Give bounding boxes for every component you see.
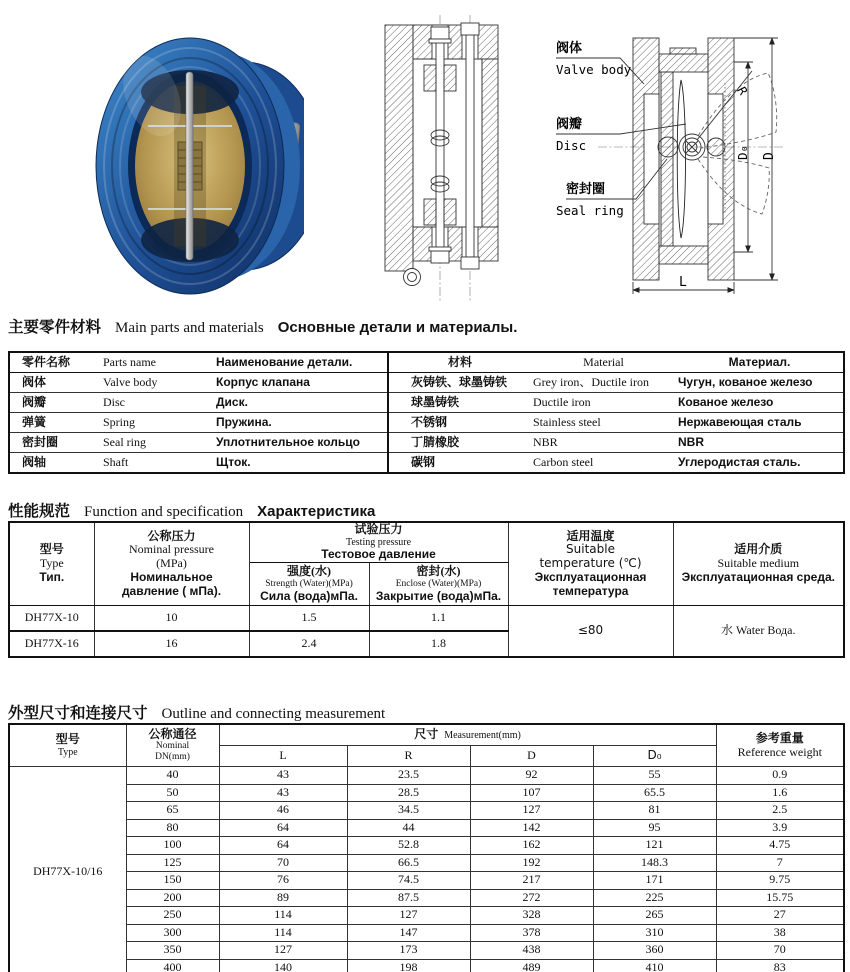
cell-part-cn: 弹簧 [9, 413, 101, 433]
cell-L: 43 [219, 784, 347, 802]
col-group-testing-pressure: 试验压力 Testing pressure Тестовое давление [249, 522, 508, 563]
cell-D: 438 [470, 942, 593, 960]
col-reference-weight: 参考重量 Reference weight [716, 724, 844, 767]
callout-valve-body-cn: 阀体 [556, 40, 583, 55]
cell-L: 89 [219, 889, 347, 907]
valve-section-drawing [370, 13, 515, 305]
cell-mat-cn: 灰铸铁、球墨铸铁 [388, 373, 531, 393]
cell-weight: 38 [716, 924, 844, 942]
cell-dn: 400 [126, 959, 219, 972]
cell-part-ru: Корпус клапана [214, 373, 388, 393]
cell-mat-en: Grey iron、Ductile iron [531, 373, 676, 393]
spec-title-en: Function and specification [84, 504, 244, 520]
cell-dn: 350 [126, 942, 219, 960]
cell-D0: 121 [593, 837, 716, 855]
cell-L: 70 [219, 854, 347, 872]
cell-R: 198 [347, 959, 470, 972]
col-group-measurement: 尺寸 Measurement(mm) [219, 724, 716, 746]
outline-section-title [8, 701, 399, 723]
cell-R: 127 [347, 907, 470, 925]
spec-title-cn: 性能规范 [8, 503, 71, 520]
cell-L: 43 [219, 767, 347, 785]
outline-row [9, 907, 844, 925]
cell-part-en: Spring [101, 413, 214, 433]
cell-D: 328 [470, 907, 593, 925]
dim-label-d: D [762, 152, 777, 160]
cell-enclose: 1.1 [369, 606, 508, 632]
cell-R: 28.5 [347, 784, 470, 802]
col-type: 型号 Type [9, 724, 126, 767]
callout-seal-ring-cn: 密封圈 [566, 181, 606, 196]
cell-weight: 9.75 [716, 872, 844, 890]
cell-L: 76 [219, 872, 347, 890]
outline-row [9, 784, 844, 802]
cell-nominal: 16 [94, 631, 249, 657]
col-D: D [470, 746, 593, 767]
cell-mat-ru: Нержавеющая сталь [676, 413, 844, 433]
cell-D0: 55 [593, 767, 716, 785]
cell-D: 378 [470, 924, 593, 942]
col-mat-ru: Материал. [676, 352, 844, 373]
cell-dn: 150 [126, 872, 219, 890]
outline-title-en: Outline and connecting measurement [161, 706, 386, 722]
cell-part-ru: Уплотнительное кольцо [214, 433, 388, 453]
cell-dn: 300 [126, 924, 219, 942]
cell-D: 127 [470, 802, 593, 820]
col-enclose-water: 密封(水) Enclose (Water)(MPa) Закрытие (вода)мПа. [369, 563, 508, 606]
spec-row [9, 606, 844, 632]
cell-part-ru: Пружина. [214, 413, 388, 433]
cell-mat-ru: Чугун, кованое железо [676, 373, 844, 393]
cell-R: 34.5 [347, 802, 470, 820]
materials-row [9, 433, 844, 453]
cell-L: 114 [219, 907, 347, 925]
valve-photo [86, 26, 304, 304]
col-R: R [347, 746, 470, 767]
materials-row [9, 373, 844, 393]
cell-weight: 1.6 [716, 784, 844, 802]
cell-mat-ru: Кованое железо [676, 393, 844, 413]
cell-mat-en: Stainless steel [531, 413, 676, 433]
outline-row [9, 924, 844, 942]
materials-title-ru: Основные детали и материалы. [277, 319, 518, 336]
cell-L: 64 [219, 819, 347, 837]
col-suitable-medium: 适用介质 Suitable medium Эксплуатационная среда. [673, 522, 844, 606]
cell-D: 489 [470, 959, 593, 972]
spec-title-ru: Характеристика [257, 503, 376, 520]
spec-header-row-1 [9, 522, 844, 563]
cell-strength: 1.5 [249, 606, 369, 632]
cell-D: 272 [470, 889, 593, 907]
cell-part-cn: 阀瓣 [9, 393, 101, 413]
cell-mat-en: Ductile iron [531, 393, 676, 413]
cell-D: 142 [470, 819, 593, 837]
materials-section-title [8, 315, 517, 337]
spec-table [8, 521, 845, 658]
cell-weight: 27 [716, 907, 844, 925]
cell-part-en: Valve body [101, 373, 214, 393]
outline-row [9, 767, 844, 785]
callout-disc-en: Disc [556, 138, 587, 153]
cell-R: 23.5 [347, 767, 470, 785]
cell-D0: 225 [593, 889, 716, 907]
callout-valve-body-en: Valve body [556, 62, 632, 77]
cell-D0: 360 [593, 942, 716, 960]
cell-mat-ru: Углеродистая сталь. [676, 453, 844, 474]
callout-disc-cn: 阀瓣 [556, 116, 583, 131]
cell-type-merged: DH77X-10/16 [9, 767, 126, 972]
cell-D0: 410 [593, 959, 716, 972]
col-strength-water: 强度(水) Strength (Water)(MPa) Сила (вода)мПа. [249, 563, 369, 606]
cell-D: 217 [470, 872, 593, 890]
cell-type: DH77X-16 [9, 631, 94, 657]
materials-title-en: Main parts and materials [115, 320, 264, 336]
cell-dn: 65 [126, 802, 219, 820]
cell-mat-ru: NBR [676, 433, 844, 453]
cell-part-cn: 密封圈 [9, 433, 101, 453]
cell-L: 64 [219, 837, 347, 855]
cell-weight: 4.75 [716, 837, 844, 855]
cell-R: 66.5 [347, 854, 470, 872]
dim-label-r: R [734, 83, 750, 99]
cell-mat-en: Carbon steel [531, 453, 676, 474]
cell-dn: 40 [126, 767, 219, 785]
cell-weight: 70 [716, 942, 844, 960]
cell-type: DH77X-10 [9, 606, 94, 632]
cell-D: 162 [470, 837, 593, 855]
cell-weight: 3.9 [716, 819, 844, 837]
cell-R: 87.5 [347, 889, 470, 907]
outline-table [8, 723, 845, 972]
cell-D0: 95 [593, 819, 716, 837]
cell-weight: 15.75 [716, 889, 844, 907]
outline-row [9, 802, 844, 820]
cell-part-ru: Диск. [214, 393, 388, 413]
materials-row [9, 413, 844, 433]
cell-medium: 水 Water Вода. [673, 606, 844, 658]
cell-R: 147 [347, 924, 470, 942]
cell-L: 140 [219, 959, 347, 972]
cell-mat-en: NBR [531, 433, 676, 453]
cell-enclose: 1.8 [369, 631, 508, 657]
cell-weight: 2.5 [716, 802, 844, 820]
dim-label-l: L [679, 275, 687, 290]
col-mat-cn: 材料 [388, 352, 531, 373]
cell-part-en: Seal ring [101, 433, 214, 453]
outline-row [9, 959, 844, 972]
col-L: L [219, 746, 347, 767]
outline-row [9, 819, 844, 837]
cell-R: 173 [347, 942, 470, 960]
cell-weight: 0.9 [716, 767, 844, 785]
cell-temperature: ≤80 [508, 606, 673, 658]
cell-part-cn: 阀体 [9, 373, 101, 393]
outline-row [9, 854, 844, 872]
col-part-ru: Наименование детали. [214, 352, 388, 373]
col-mat-en: Material [531, 352, 676, 373]
cell-L: 114 [219, 924, 347, 942]
cell-D: 92 [470, 767, 593, 785]
cell-D0: 171 [593, 872, 716, 890]
cell-mat-cn: 丁腈橡胶 [388, 433, 531, 453]
cell-mat-cn: 碳钢 [388, 453, 531, 474]
col-D0: D₀ [593, 746, 716, 767]
cell-R: 44 [347, 819, 470, 837]
outline-row [9, 889, 844, 907]
callout-seal-ring-en: Seal ring [556, 203, 624, 218]
col-type: 型号 Type Тип. [9, 522, 94, 606]
cell-dn: 50 [126, 784, 219, 802]
cell-part-cn: 阀轴 [9, 453, 101, 474]
materials-table [8, 351, 845, 474]
dim-label-d0: D₀ [735, 144, 750, 160]
cell-D: 107 [470, 784, 593, 802]
cell-D0: 148.3 [593, 854, 716, 872]
materials-title-cn: 主要零件材料 [8, 319, 102, 336]
col-nominal-pressure: 公称压力 Nominal pressure (MPa) Номинальное давление ( мПа). [94, 522, 249, 606]
cell-strength: 2.4 [249, 631, 369, 657]
cell-D0: 81 [593, 802, 716, 820]
spec-section-title [8, 499, 375, 521]
cell-mat-cn: 球墨铸铁 [388, 393, 531, 413]
cell-dn: 250 [126, 907, 219, 925]
outline-row [9, 837, 844, 855]
cell-dn: 125 [126, 854, 219, 872]
outline-row [9, 872, 844, 890]
cell-R: 52.8 [347, 837, 470, 855]
cell-D0: 65.5 [593, 784, 716, 802]
cell-L: 127 [219, 942, 347, 960]
materials-row [9, 453, 844, 474]
cell-weight: 7 [716, 854, 844, 872]
cell-dn: 200 [126, 889, 219, 907]
cell-dn: 100 [126, 837, 219, 855]
cell-nominal: 10 [94, 606, 249, 632]
col-part-en: Parts name [101, 352, 214, 373]
cell-D0: 265 [593, 907, 716, 925]
cell-part-en: Shaft [101, 453, 214, 474]
materials-header-row [9, 352, 844, 373]
cell-R: 74.5 [347, 872, 470, 890]
cell-D: 192 [470, 854, 593, 872]
outline-row [9, 942, 844, 960]
cell-part-ru: Щток. [214, 453, 388, 474]
cell-L: 46 [219, 802, 347, 820]
valve-side-drawing [540, 28, 846, 304]
col-nominal-dn: 公称通径 Nominal DN(mm) [126, 724, 219, 767]
cell-mat-cn: 不锈钢 [388, 413, 531, 433]
outline-title-cn: 外型尺寸和连接尺寸 [8, 705, 148, 722]
cell-dn: 80 [126, 819, 219, 837]
col-suitable-temperature: 适用温度 Suitable temperature (℃) Эксплуатационная температура [508, 522, 673, 606]
col-part-cn: 零件名称 [9, 352, 101, 373]
cell-part-en: Disc [101, 393, 214, 413]
materials-row [9, 393, 844, 413]
cell-D0: 310 [593, 924, 716, 942]
cell-weight: 83 [716, 959, 844, 972]
outline-header-row-1 [9, 724, 844, 746]
